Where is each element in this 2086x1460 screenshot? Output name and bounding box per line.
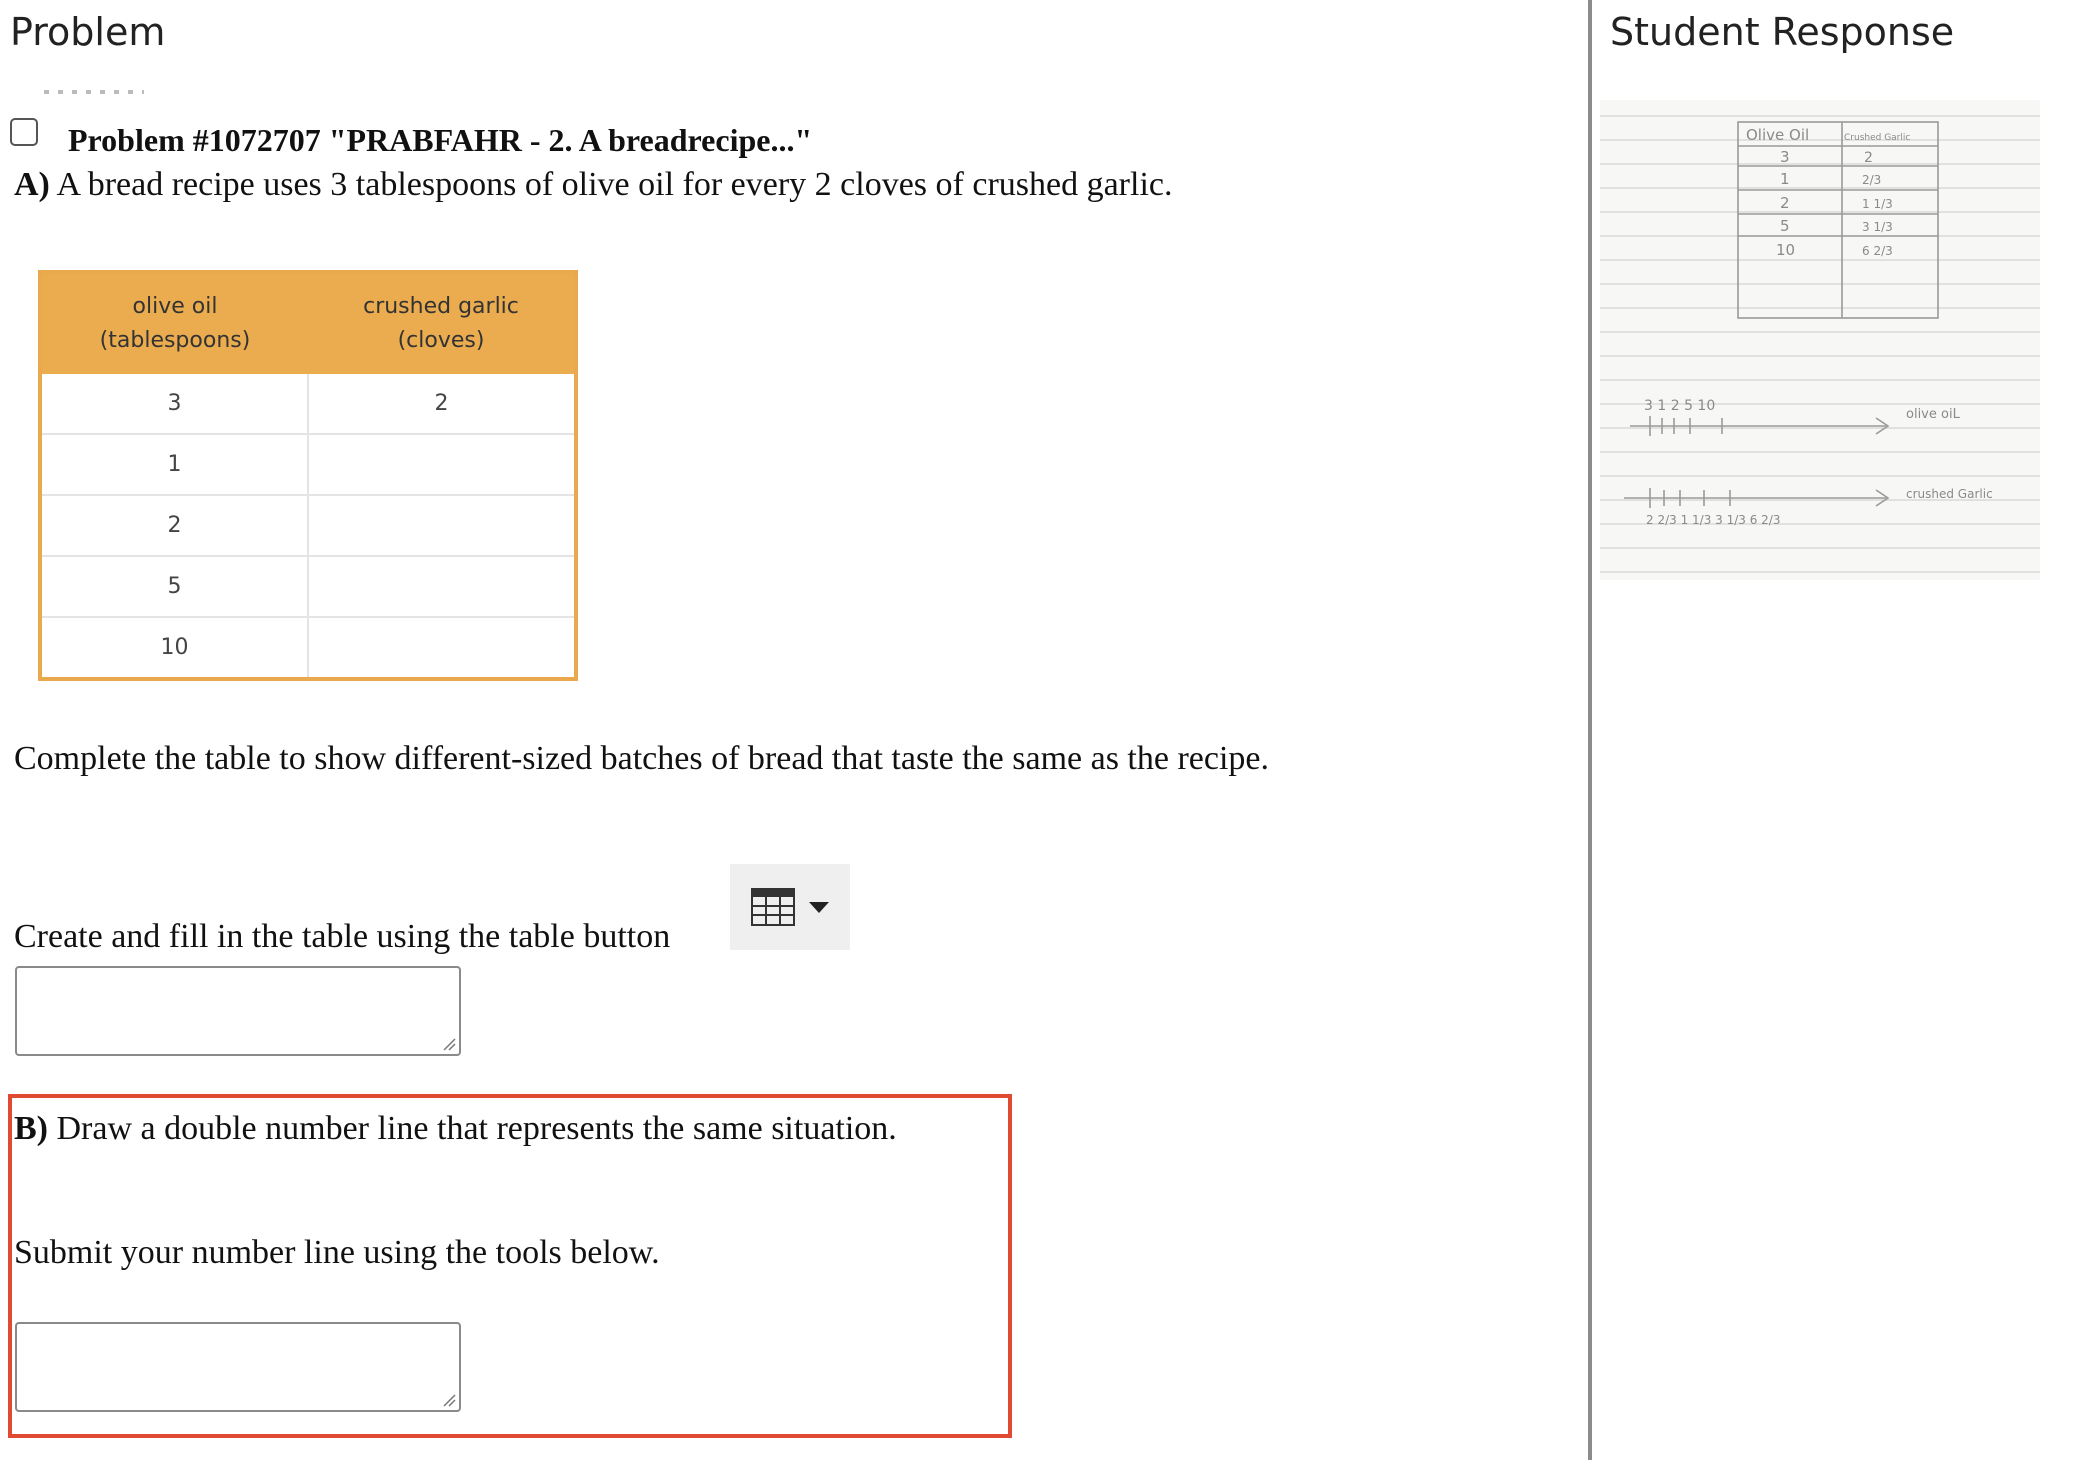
recipe-table-header [42,274,574,374]
part-a-label: A) [14,166,50,203]
hw-oil-value: 2 [1780,194,1790,212]
part-b-prompt [14,1110,897,1148]
garlic-cell [307,557,574,616]
part-a-answer-field[interactable] [15,966,461,1056]
hw-header-crushed-garlic: Crushed Garlic [1844,133,1911,143]
olive-oil-cell: 5 [167,574,182,599]
hw-oil-value: 10 [1776,241,1796,259]
part-a-prompt [14,166,1173,204]
handwritten-work [1600,100,2040,580]
problem-pane-title: Problem [10,10,166,54]
garlic-cell: 2 [307,374,574,433]
problem-checkbox[interactable] [10,118,38,146]
hw-oil-value: 1 [1780,170,1790,188]
collapsed-indicator [44,90,144,94]
garlic-cell [307,435,574,494]
part-b-label: B) [14,1110,48,1147]
table-row [42,555,574,616]
table-row [42,616,574,677]
complete-table-instruction: Complete the table to show different-sized batches of bread that taste the same as the recipe. [14,740,1270,777]
hw-oil-value: 5 [1780,217,1790,235]
olive-oil-cell: 3 [167,391,182,416]
garlic-cell [307,618,574,677]
student-response-image [1600,100,2040,580]
table-row [42,494,574,555]
recipe-table [38,270,578,681]
hw-garlic-value: 2/3 [1862,173,1882,187]
table-grid-icon [751,888,795,926]
garlic-cell [307,496,574,555]
student-response-pane [1592,0,2086,1460]
student-response-title: Student Response [1610,10,1955,54]
create-table-instruction: Create and fill in the table using the table button [14,918,671,955]
olive-oil-cell: 1 [167,452,182,477]
resize-grip-icon[interactable] [442,1393,456,1407]
hw-header-olive-oil: Olive Oil [1746,126,1810,144]
hw-oil-value: 3 [1780,148,1790,166]
hw-garlic-value: 1 1/3 [1862,197,1893,211]
part-b-text: Draw a double number line that represents the same situation. [48,1110,897,1147]
recipe-table-body [42,374,574,677]
hw-top-line-label: olive oiL [1906,407,1960,422]
table-row [42,374,574,433]
hw-garlic-value: 3 1/3 [1862,220,1893,234]
header-olive-oil: olive oil (tablespoons) [99,294,251,353]
hw-bottom-line-values: 2 2/3 1 1/3 3 1/3 6 2/3 [1646,513,1781,527]
header-crushed-garlic: crushed garlic (cloves) [363,294,519,353]
part-b-answer-field[interactable] [15,1322,461,1412]
problem-header: Problem #1072707 "PRABFAHR - 2. A breadrecipe..." [68,122,813,158]
olive-oil-cell: 10 [160,635,189,660]
part-a-text: A bread recipe uses 3 tablespoons of olive oil for every 2 cloves of crushed garlic. [49,166,1173,203]
chevron-down-icon [809,902,829,913]
hw-bottom-line-label: crushed Garlic [1906,487,1993,501]
table-row [42,433,574,494]
hw-garlic-value: 6 2/3 [1862,244,1893,258]
submit-instruction: Submit your number line using the tools below. [14,1234,660,1271]
olive-oil-cell: 2 [167,513,182,538]
table-insert-button[interactable] [730,864,850,950]
hw-top-line-values: 3 1 2 5 10 [1644,398,1716,414]
resize-grip-icon[interactable] [442,1037,456,1051]
hw-garlic-value: 2 [1864,150,1873,166]
